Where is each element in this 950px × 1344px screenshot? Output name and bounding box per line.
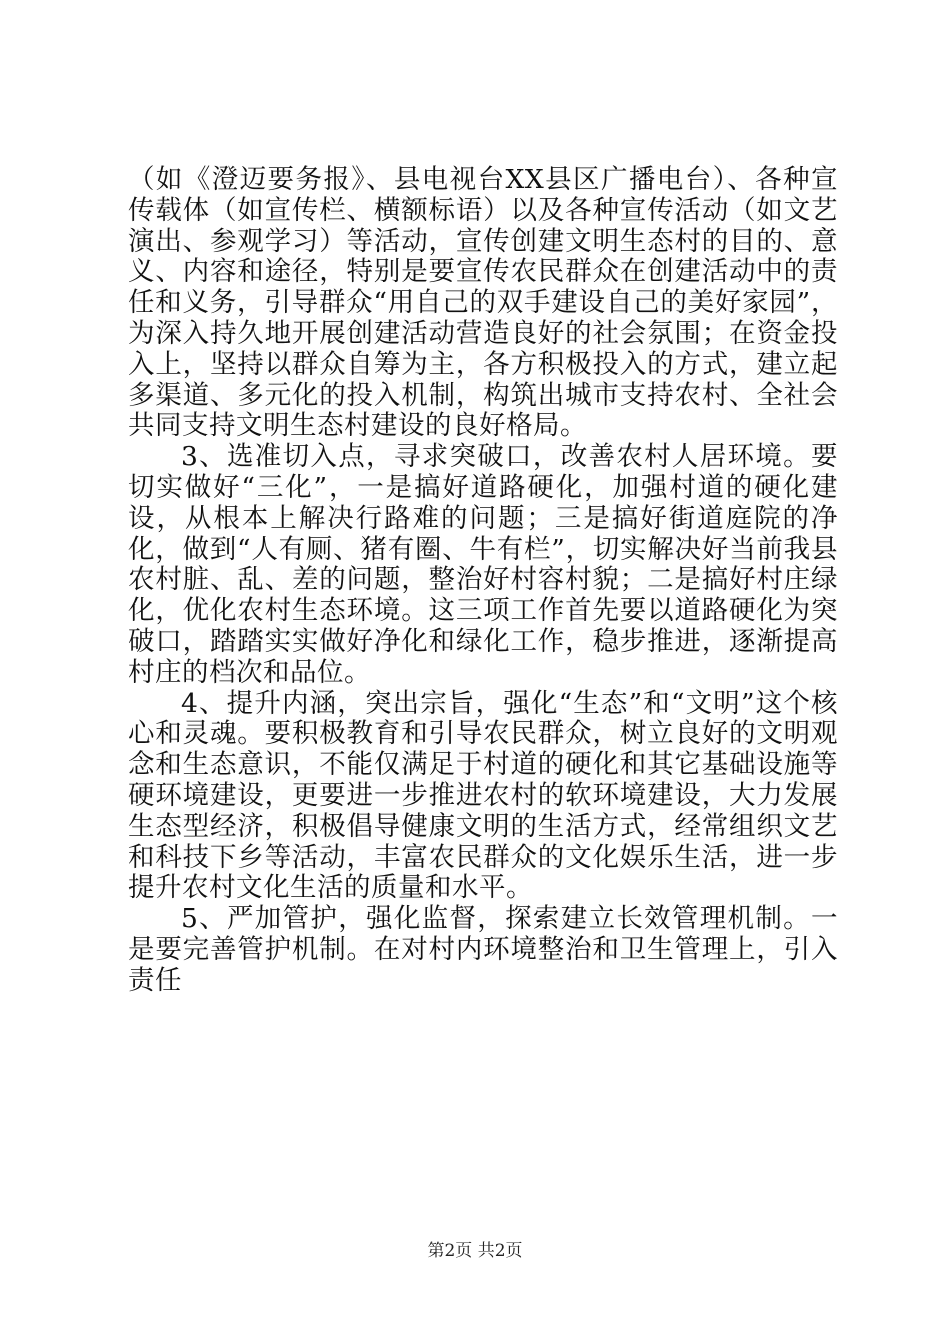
paragraph-item-5: 5、严加管护，强化监督，探索建立长效管理机制。一是要完善管护机制。在对村内环境整治和卫生管理上，引入责任 — [128, 903, 838, 996]
page-footer: 第2页 共2页 — [427, 1241, 523, 1261]
paragraph-propaganda-funding: （如《澄迈要务报》、县电视台XX县区广播电台）、各种宣传载体（如宣传栏、横额标语）以及各种宣传活动（如文艺演出、参观学习）等活动，宣传创建文明生态村的目的、意义、内容和途径，特别是要宣传农民群众在创建活动中的责任和义务，引导群众“用自己的双手建设自己的美好家园”，为深入持久地开展创建活动营造良好的社会氛围；在资金投入上，坚持以群众自筹为主，各方积极投入的方式，建立起多渠道、多元化的投入机制，构筑出城市支持农村、全社会共同支持文明生态村建设的良好格局。 — [128, 164, 838, 442]
document-body — [128, 165, 838, 997]
paragraph-item-4: 4、提升内涵，突出宗旨，强化“生态”和“文明”这个核心和灵魂。要积极教育和引导农民群众，树立良好的文明观念和生态意识，不能仅满足于村道的硬化和其它基础设施等硬环境建设，更要进一步推进农村的软环境建设，大力发展生态型经济，积极倡导健康文明的生活方式，经常组织文艺和科技下乡等活动，丰富农民群众的文化娱乐生活，进一步提升农村文化生活的质量和水平。 — [128, 687, 838, 904]
paragraph-item-3: 3、选准切入点，寻求突破口，改善农村人居环境。要切实做好“三化”，一是搞好道路硬化，加强村道的硬化建设，从根本上解决行路难的问题；三是搞好街道庭院的净化，做到“人有厕、猪有圈、牛有栏”，切实解决好当前我县农村脏、乱、差的问题，整治好村容村貌；二是搞好村庄绿化，优化农村生态环境。这三项工作首先要以道路硬化为突破口，踏踏实实做好净化和绿化工作，稳步推进，逐渐提高村庄的档次和品位。 — [128, 441, 838, 688]
